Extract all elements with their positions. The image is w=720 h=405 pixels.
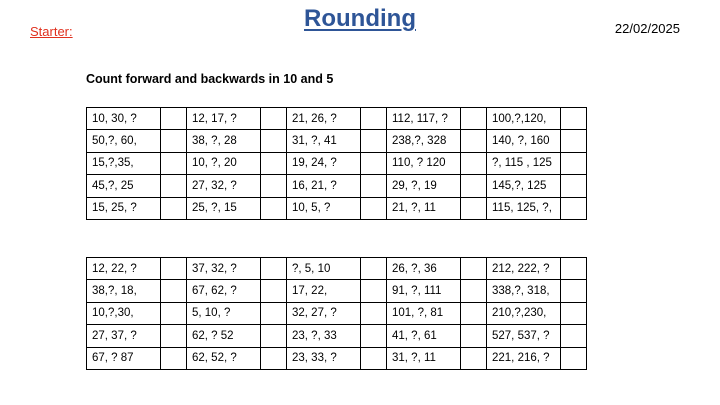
question-cell: 27, 32, ? <box>187 175 261 197</box>
answer-cell[interactable] <box>461 280 487 302</box>
question-cell: 110, ? 120 <box>387 152 461 174</box>
answer-cell[interactable] <box>361 152 387 174</box>
table-row <box>87 130 587 152</box>
question-cell: 91, ?, 111 <box>387 280 461 302</box>
answer-cell[interactable] <box>561 175 587 197</box>
table-row <box>87 152 587 174</box>
answer-cell[interactable] <box>461 152 487 174</box>
starter-label: Starter: <box>30 24 73 39</box>
question-cell: 27, 37, ? <box>87 325 161 347</box>
question-cell: 145,?, 125 <box>487 175 561 197</box>
answer-cell[interactable] <box>161 258 187 280</box>
answer-cell[interactable] <box>461 258 487 280</box>
answer-cell[interactable] <box>261 175 287 197</box>
answer-cell[interactable] <box>361 197 387 219</box>
answer-cell[interactable] <box>561 302 587 324</box>
question-cell: 17, 22, <box>287 280 361 302</box>
answer-cell[interactable] <box>261 197 287 219</box>
answer-cell[interactable] <box>361 175 387 197</box>
date-label: 22/02/2025 <box>614 21 680 36</box>
question-cell: 25, ?, 15 <box>187 197 261 219</box>
answer-cell[interactable] <box>561 130 587 152</box>
answer-cell[interactable] <box>261 152 287 174</box>
question-cell: 112, 117, ? <box>387 108 461 130</box>
question-cell: 38, ?, 28 <box>187 130 261 152</box>
answer-cell[interactable] <box>561 108 587 130</box>
table-row <box>87 347 587 369</box>
question-cell: 23, ?, 33 <box>287 325 361 347</box>
question-cell: 10, 5, ? <box>287 197 361 219</box>
answer-cell[interactable] <box>161 152 187 174</box>
question-cell: 19, 24, ? <box>287 152 361 174</box>
question-cell: 31, ?, 11 <box>387 347 461 369</box>
answer-cell[interactable] <box>461 108 487 130</box>
answer-cell[interactable] <box>161 175 187 197</box>
question-cell: 67, 62, ? <box>187 280 261 302</box>
question-cell: 238,?, 328 <box>387 130 461 152</box>
answer-cell[interactable] <box>561 152 587 174</box>
question-cell: 50,?, 60, <box>87 130 161 152</box>
task-heading: Count forward and backwards in 10 and 5 <box>86 72 334 86</box>
question-cell: 45,?, 25 <box>87 175 161 197</box>
question-cell: 12, 22, ? <box>87 258 161 280</box>
answer-cell[interactable] <box>561 347 587 369</box>
question-cell: 38,?, 18, <box>87 280 161 302</box>
question-cell: 5, 10, ? <box>187 302 261 324</box>
table-row <box>87 258 587 280</box>
question-cell: 67, ? 87 <box>87 347 161 369</box>
question-table-1 <box>86 107 587 220</box>
table-row <box>87 175 587 197</box>
answer-cell[interactable] <box>261 108 287 130</box>
answer-cell[interactable] <box>561 258 587 280</box>
answer-cell[interactable] <box>361 302 387 324</box>
question-cell: 16, 21, ? <box>287 175 361 197</box>
answer-cell[interactable] <box>461 302 487 324</box>
question-cell: 101, ?, 81 <box>387 302 461 324</box>
question-cell: 10, ?, 20 <box>187 152 261 174</box>
answer-cell[interactable] <box>461 175 487 197</box>
question-cell: 10, 30, ? <box>87 108 161 130</box>
answer-cell[interactable] <box>261 325 287 347</box>
question-cell: 32, 27, ? <box>287 302 361 324</box>
answer-cell[interactable] <box>261 280 287 302</box>
question-cell: 26, ?, 36 <box>387 258 461 280</box>
question-cell: 140, ?, 160 <box>487 130 561 152</box>
question-cell: 115, 125, ?, <box>487 197 561 219</box>
answer-cell[interactable] <box>361 258 387 280</box>
answer-cell[interactable] <box>461 130 487 152</box>
answer-cell[interactable] <box>261 130 287 152</box>
question-cell: 21, ?, 11 <box>387 197 461 219</box>
question-cell: 31, ?, 41 <box>287 130 361 152</box>
question-cell: 15, 25, ? <box>87 197 161 219</box>
answer-cell[interactable] <box>461 347 487 369</box>
table-row <box>87 197 587 219</box>
answer-cell[interactable] <box>561 197 587 219</box>
answer-cell[interactable] <box>161 302 187 324</box>
page-title: Rounding <box>304 5 416 32</box>
answer-cell[interactable] <box>161 325 187 347</box>
answer-cell[interactable] <box>361 108 387 130</box>
question-cell: 37, 32, ? <box>187 258 261 280</box>
answer-cell[interactable] <box>361 280 387 302</box>
answer-cell[interactable] <box>561 280 587 302</box>
question-cell: 210,?,230, <box>487 302 561 324</box>
question-cell: 212, 222, ? <box>487 258 561 280</box>
answer-cell[interactable] <box>361 347 387 369</box>
question-cell: ?, 115 , 125 <box>487 152 561 174</box>
answer-cell[interactable] <box>461 325 487 347</box>
question-cell: 338,?, 318, <box>487 280 561 302</box>
answer-cell[interactable] <box>161 347 187 369</box>
question-cell: 527, 537, ? <box>487 325 561 347</box>
question-cell: 29, ?, 19 <box>387 175 461 197</box>
question-cell: ?, 5, 10 <box>287 258 361 280</box>
question-cell: 23, 33, ? <box>287 347 361 369</box>
answer-cell[interactable] <box>261 258 287 280</box>
answer-cell[interactable] <box>361 130 387 152</box>
table-row <box>87 108 587 130</box>
question-table-2 <box>86 257 587 370</box>
question-cell: 21, 26, ? <box>287 108 361 130</box>
question-cell: 12, 17, ? <box>187 108 261 130</box>
table-row <box>87 302 587 324</box>
question-cell: 100,?,120, <box>487 108 561 130</box>
answer-cell[interactable] <box>461 197 487 219</box>
question-cell: 62, 52, ? <box>187 347 261 369</box>
answer-cell[interactable] <box>561 325 587 347</box>
answer-cell[interactable] <box>261 302 287 324</box>
answer-cell[interactable] <box>161 197 187 219</box>
answer-cell[interactable] <box>161 108 187 130</box>
question-cell: 10,?,30, <box>87 302 161 324</box>
table-row <box>87 325 587 347</box>
table-row <box>87 280 587 302</box>
question-cell: 62, ? 52 <box>187 325 261 347</box>
answer-cell[interactable] <box>161 130 187 152</box>
question-cell: 41, ?, 61 <box>387 325 461 347</box>
question-cell: 15,?,35, <box>87 152 161 174</box>
answer-cell[interactable] <box>261 347 287 369</box>
answer-cell[interactable] <box>361 325 387 347</box>
question-cell: 221, 216, ? <box>487 347 561 369</box>
answer-cell[interactable] <box>161 280 187 302</box>
